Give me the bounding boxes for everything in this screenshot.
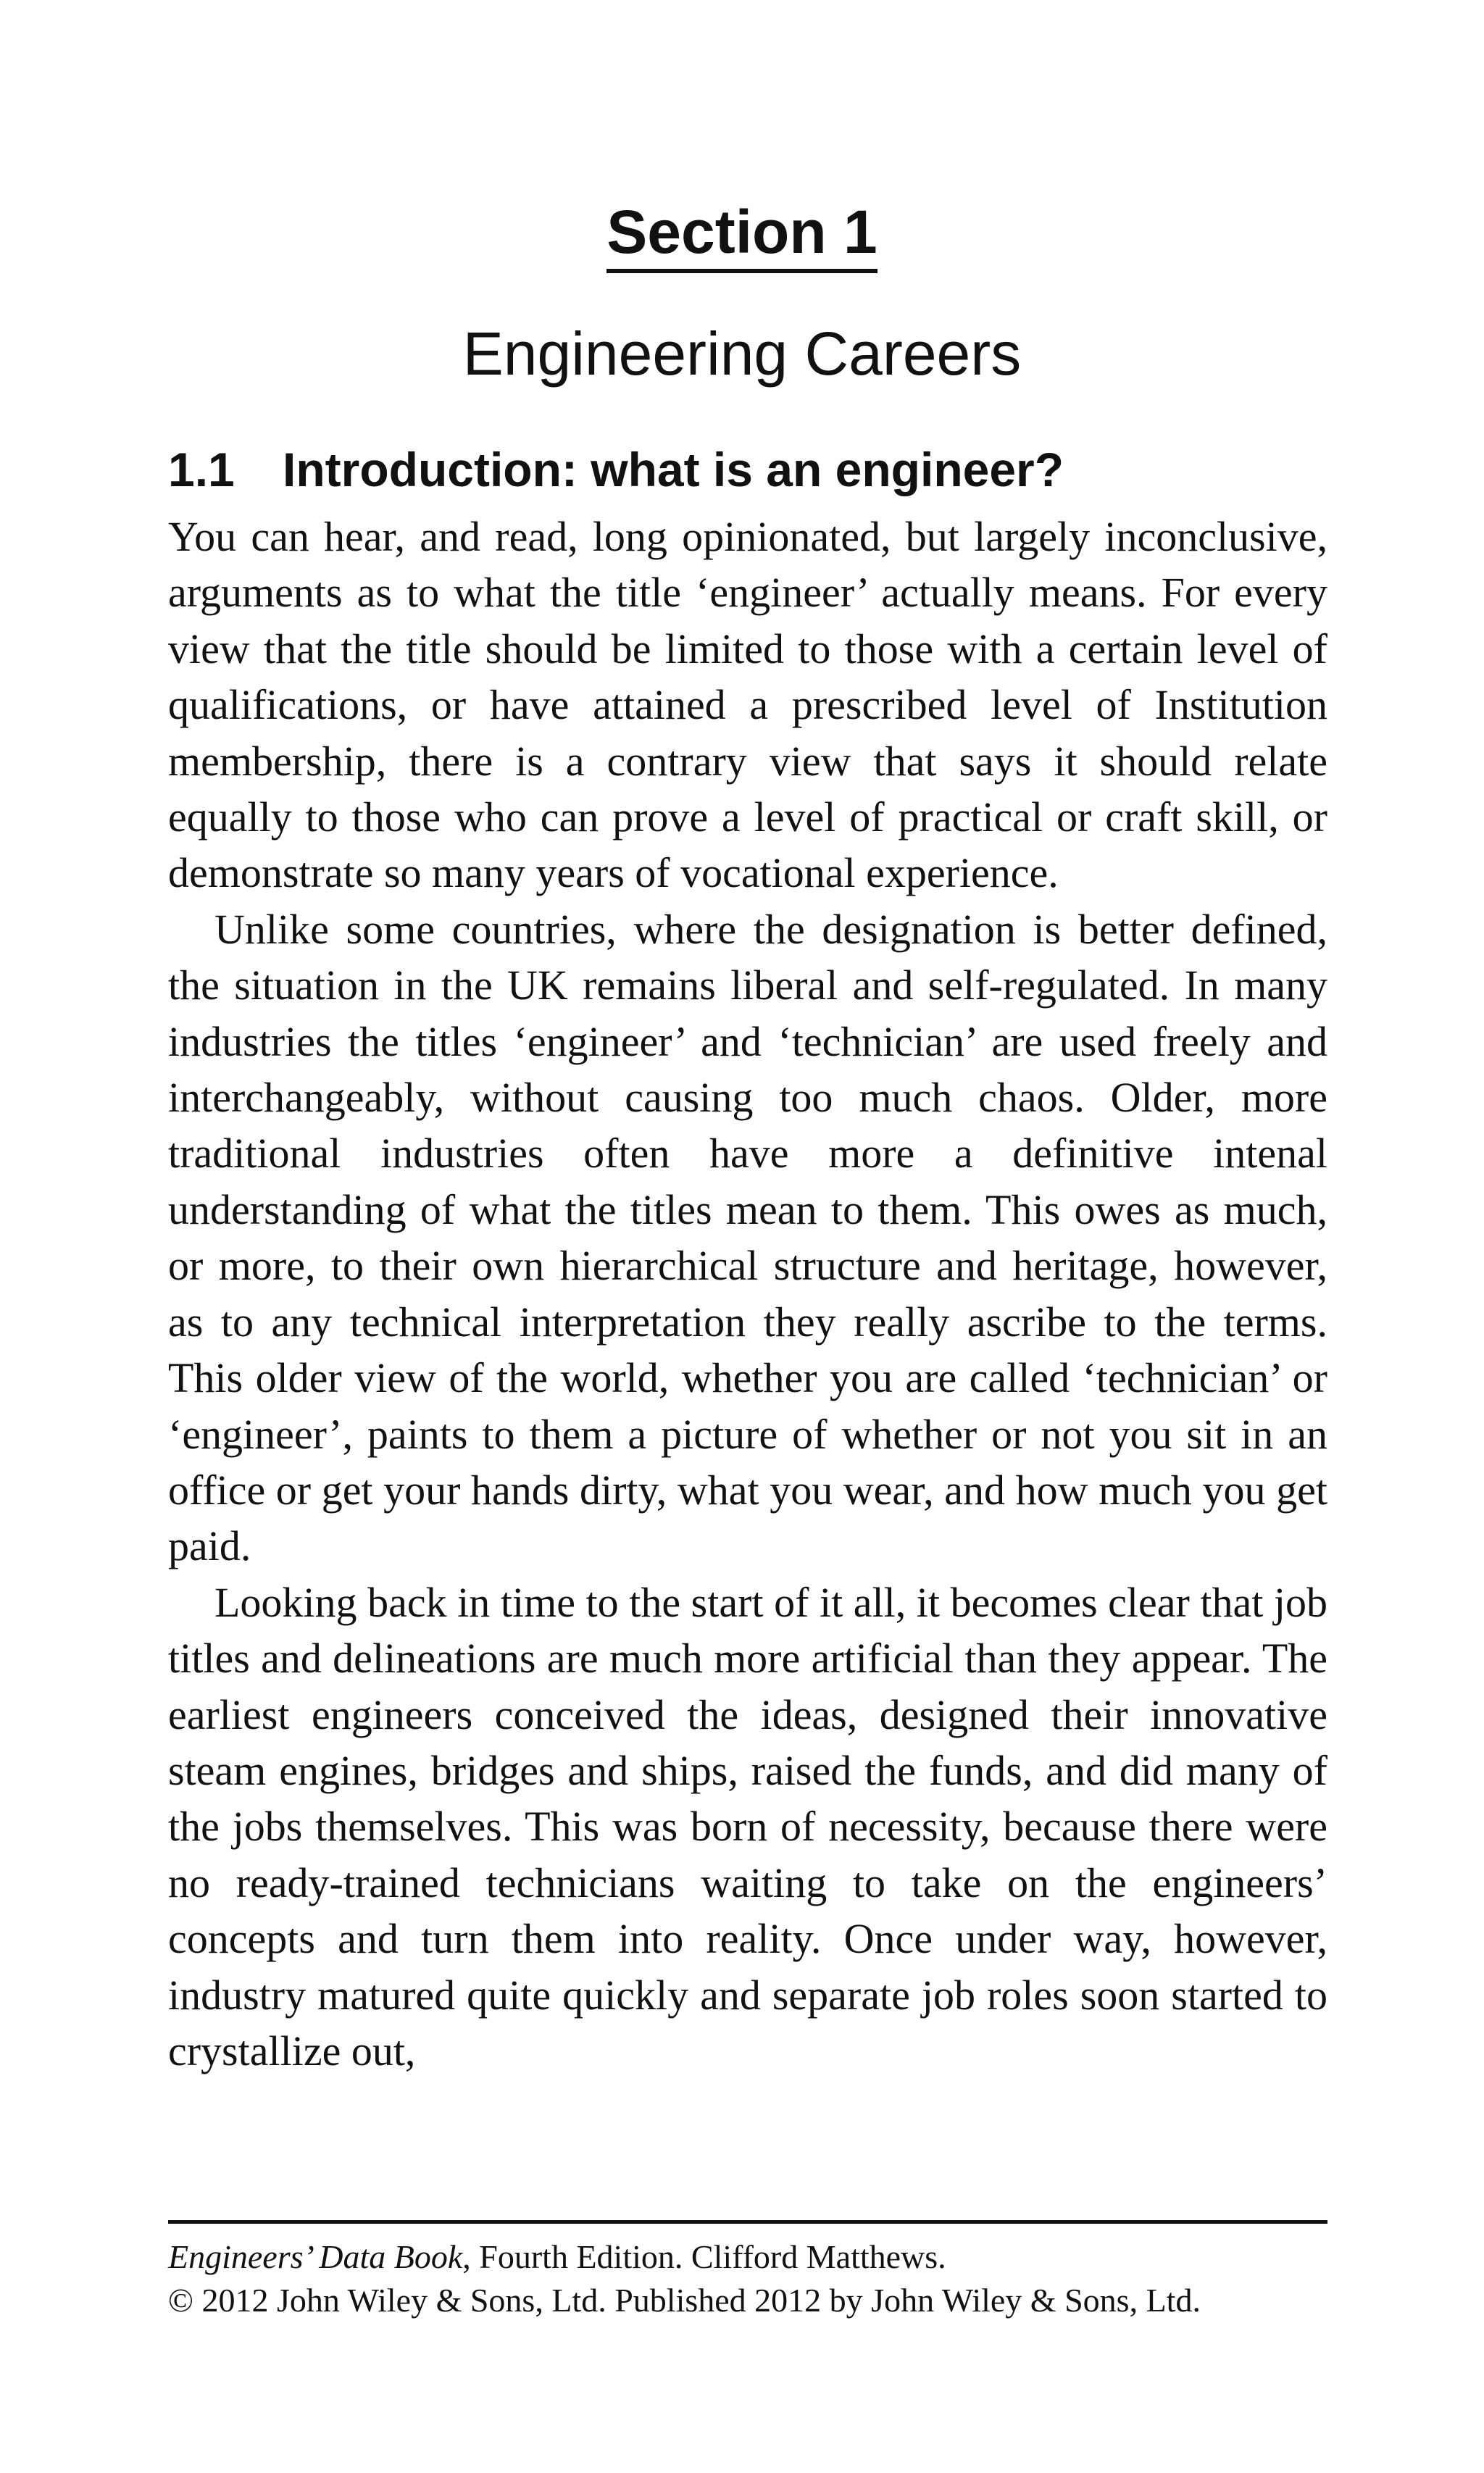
copyright-line: © 2012 John Wiley & Sons, Ltd. Published 2012 by John Wiley & Sons, Ltd. xyxy=(168,2282,1201,2319)
subsection-heading xyxy=(168,441,1327,499)
book-title: Engineers’ Data Book xyxy=(168,2238,463,2275)
chapter-title: Engineering Careers xyxy=(462,320,1022,388)
body-text xyxy=(168,509,1327,2079)
section-heading xyxy=(0,196,1484,268)
edition-text: , Fourth Edition. Clifford Matthews. xyxy=(462,2238,946,2275)
citation-line xyxy=(168,2235,1327,2279)
subsection-title: Introduction: what is an engineer? xyxy=(283,443,1064,496)
paragraph: Looking back in time to the start of it all, it becomes clear that job titles and delineations are much more artificial than they appear. The earliest engineers conceived the ideas, designed their innovative steam engines, bridges and ships, raised the funds, and did many of the jobs themselves. This was born of necessity, because there were no ready-trained technicians waiting to take on the engineers’ concepts and turn them into reality. Once under way, however, industry matured quite quickly and separate job roles soon started to crystallize out, xyxy=(168,1578,1327,2074)
page-footer xyxy=(168,2220,1327,2322)
subsection-number: 1.1 xyxy=(168,443,235,496)
paragraph: You can hear, and read, long opinionated, but largely inconclusive, arguments as to what the title ‘engineer’ actually means. For every view that the title should be limited to those with a certain level of qualifications, or have attained a prescribed level of Institution membership, there is a contrary view that says it should relate equally to those who can prove a level of practical or craft skill, or demonstrate so many years of vocational experience. xyxy=(168,513,1327,897)
section-label: Section 1 xyxy=(606,198,877,273)
paragraph: Unlike some countries, where the designation is better defined, the situation in the UK remains liberal and self-regulated. In many industries the titles ‘engineer’ and ‘technician’ are used freely and interchangeably, without causing too much chaos. Older, more traditional industries often have more a definitive intenal understanding of what the titles mean to them. This owes as much, or more, to their own hierarchical structure and heritage, however, as to any technical interpretation they really ascribe to the terms. This older view of the world, whether you are called ‘technician’ or ‘engineer’, paints to them a picture of whether or not you sit in an office or get your hands dirty, what you wear, and how much you get paid. xyxy=(168,905,1327,1570)
